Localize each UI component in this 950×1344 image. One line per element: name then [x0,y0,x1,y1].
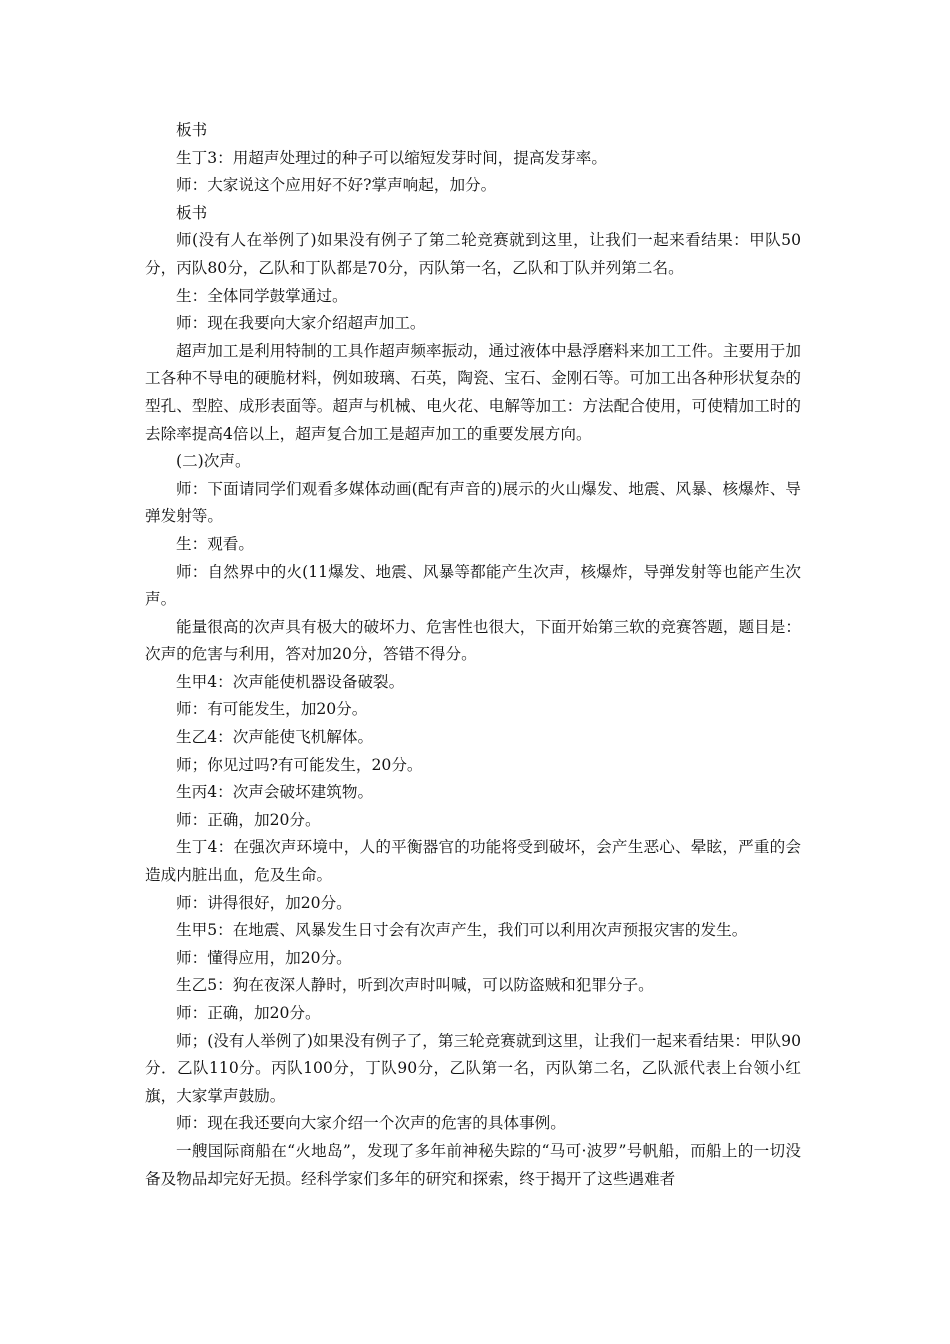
paragraph-26: 师；(没有人举例了)如果没有例子了，第三轮竞赛就到这里，让我们一起来看结果：甲队90分．乙队110分。丙队100分，丁队90分，乙队第一名，丙队第二名，乙队派代表上台领小红旗，大家掌声鼓励。 [145,1031,801,1105]
paragraph-28: 一艘国际商船在“火地岛”，发现了多年前神秘失踪的“马可·波罗”号帆船，而船上的一切没备及物品却完好无损。经科学家们多年的研究和探索，终于揭开了这些遇难者 [145,1141,801,1188]
document-body [145,117,801,1193]
paragraph-15: 师：有可能发生，加20分。 [176,700,368,719]
paragraph-1: 板书 [176,121,208,139]
paragraph-22: 生甲5：在地震、风暴发生日寸会有次声产生，我们可以利用次声预报灾害的发生。 [176,921,748,940]
paragraph-11: 生：观看。 [176,534,254,553]
paragraph-18: 生丙4：次声会破坏建筑物。 [176,783,374,802]
paragraph-21: 师：讲得很好，加20分。 [176,893,352,912]
paragraph-27: 师：现在我还要向大家介绍一个次声的危害的具体事例。 [176,1114,566,1133]
paragraph-3: 师：大家说这个应用好不好?掌声响起，加分。 [176,176,497,195]
paragraph-10: 师：下面请同学们观看多媒体动画(配有声音的)展示的火山爆发、地震、风暴、核爆炸、导弹发射等。 [145,479,801,526]
paragraph-14: 生甲4：次声能使机器设备破裂。 [176,672,405,691]
paragraph-23: 师：懂得应用，加20分。 [176,948,352,967]
paragraph-7: 师：现在我要向大家介绍超声加工。 [176,314,426,333]
paragraph-20: 生丁4：在强次声环境中，人的平衡器官的功能将受到破坏，会产生恶心、晕眩，严重的会造成内脏出血，危及生命。 [145,838,801,885]
paragraph-6: 生：全体同学鼓掌通过。 [176,286,348,305]
paragraph-4: 板书 [176,203,208,222]
paragraph-13: 能量很高的次声具有极大的破坏力、危害性也很大，下面开始第三软的竞赛答题，题目是：次声的危害与利用，答对加20分，答错不得分。 [145,617,801,664]
paragraph-2: 生丁3：用超声处理过的种子可以缩短发芽时间，提高发芽率。 [176,148,607,167]
paragraph-25: 师：正确，加20分。 [176,1004,321,1022]
paragraph-17: 师；你见过吗?有可能发生，20分。 [176,755,423,774]
paragraph-5: 师(没有人在举例了)如果没有例子了第二轮竞赛就到这里，让我们一起来看结果：甲队50分，丙队80分，乙队和丁队都是70分，丙队第一名，乙队和丁队并列第二名。 [145,231,801,277]
paragraph-16: 生乙4：次声能使飞机解体。 [176,728,374,747]
paragraph-8: 超声加工是利用特制的工具作超声频率振动，通过液体中悬浮磨料来加工工件。主要用于加工各种不导电的硬脆材料，例如玻璃、石英，陶瓷、宝石、金刚石等。可加工出各种形状复杂的型孔、型腔、成形表面等。超声与机械、电火花、电解等加工：方法配合使用，可使精加工时的去除率提高4倍以上，超声复合加工是超声加工的重要发展方向。 [145,341,801,443]
section-heading-infrasound: (二)次声。 [176,452,251,471]
paragraph-12: 师：自然界中的火(11爆发、地震、风暴等都能产生次声，核爆炸，导弹发射等也能产生次声。 [145,562,801,609]
paragraph-24: 生乙5：狗在夜深人静时，听到次声时叫喊，可以防盗贼和犯罪分子。 [176,976,654,995]
paragraph-19: 师：正确，加20分。 [176,810,321,829]
